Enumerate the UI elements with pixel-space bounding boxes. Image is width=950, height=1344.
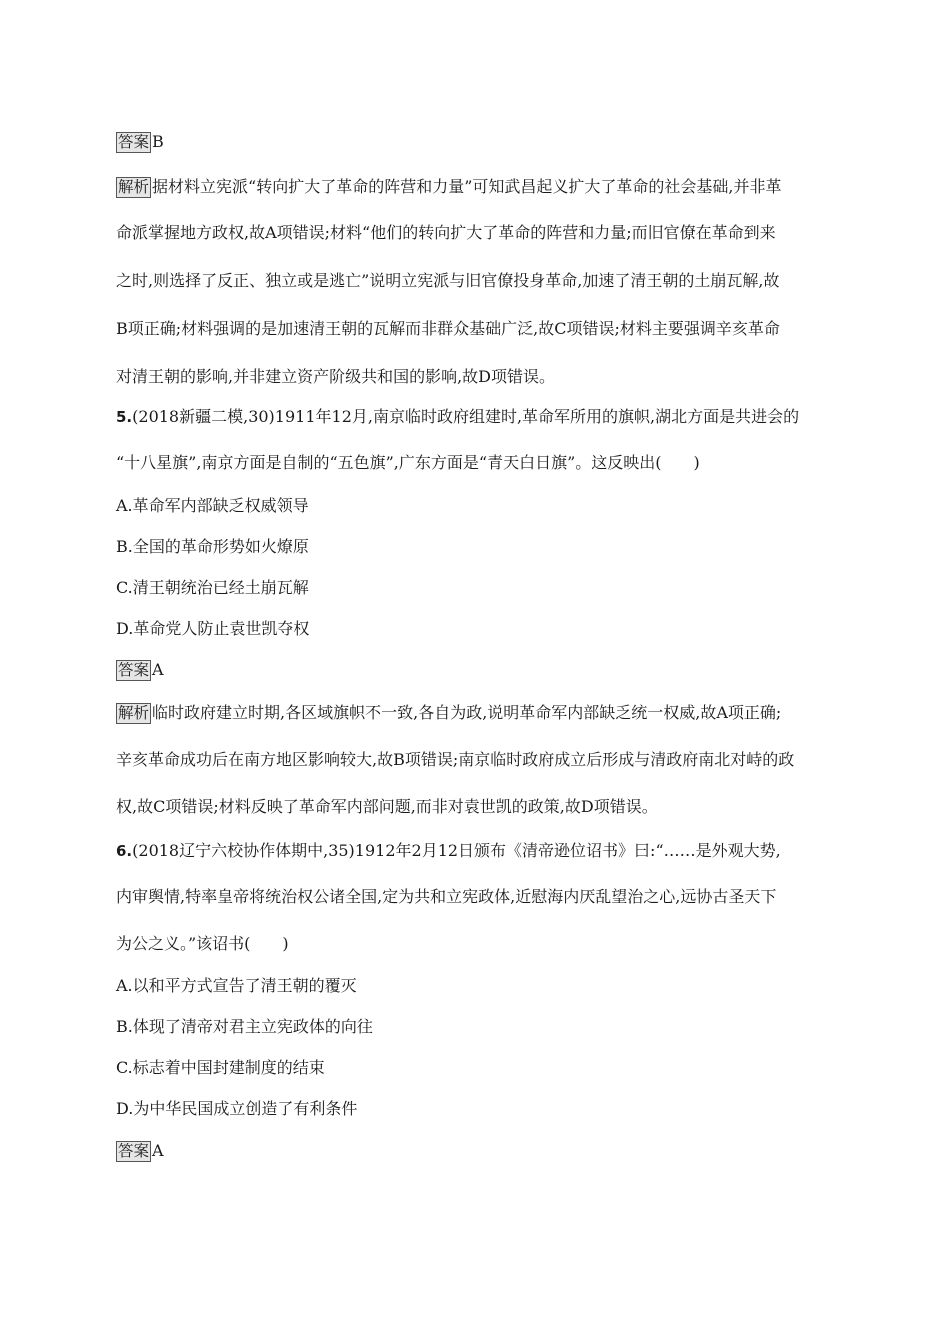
q5-option-d: D.革命党人防止袁世凯夺权: [116, 619, 310, 638]
answer-value: B: [152, 132, 164, 151]
q6-answer: [116, 1140, 836, 1162]
stem-text: (2018辽宁六校协作体期中,35)1912年2月12日颁布《清帝逊位诏书》曰:“……是外观大势,: [132, 841, 781, 860]
answer-tag: 答案: [118, 133, 150, 151]
analysis-text: 据材料立宪派“转向扩大了革命的阵营和力量”可知武昌起义扩大了革命的社会基础,并非革: [152, 177, 782, 196]
q5-stem-line-1: [116, 406, 836, 428]
q6-option-a: A.以和平方式宣告了清王朝的覆灭: [116, 976, 357, 995]
analysis-text: 临时政府建立时期,各区域旗帜不一致,各自为政,说明革命军内部缺乏统一权威,故A项正确;: [152, 703, 782, 722]
q6-stem-line-2: 内审舆情,特率皇帝将统治权公诸全国,定为共和立宪政体,近慰海内厌乱望治之心,远协古圣天下: [116, 887, 777, 906]
question-number: 6.: [116, 842, 133, 860]
q5-stem-line-2: “十八星旗”,南京方面是自制的“五色旗”,广东方面是“青天白日旗”。这反映出( ): [116, 453, 700, 472]
stem-text: (2018新疆二模,30)1911年12月,南京临时政府组建时,革命军所用的旗帜,湖北方面是共进会的: [132, 407, 800, 426]
q6-option-c: C.标志着中国封建制度的结束: [116, 1058, 325, 1077]
q6-option-b: B.体现了清帝对君主立宪政体的向往: [116, 1017, 373, 1036]
answer-value: A: [152, 660, 164, 679]
q5-analysis-line-2: 辛亥革命成功后在南方地区影响较大,故B项错误;南京临时政府成立后形成与清政府南北对峙的政: [116, 750, 795, 769]
analysis-tag: 解析: [118, 178, 150, 196]
q5-analysis-line-1: [116, 702, 836, 724]
answer-tag: 答案: [118, 661, 150, 679]
q4-answer: [116, 131, 836, 153]
answer-value: A: [152, 1141, 164, 1160]
q5-option-a: A.革命军内部缺乏权威领导: [116, 496, 309, 515]
q5-answer: [116, 659, 836, 681]
q6-option-d: D.为中华民国成立创造了有利条件: [116, 1099, 358, 1118]
analysis-tag: 解析: [118, 704, 150, 722]
q5-option-b: B.全国的革命形势如火燎原: [116, 537, 309, 556]
q4-analysis-line-5: 对清王朝的影响,并非建立资产阶级共和国的影响,故D项错误。: [116, 367, 556, 386]
q5-option-c: C.清王朝统治已经土崩瓦解: [116, 578, 309, 597]
q6-stem-line-3: 为公之义。”该诏书( ): [116, 934, 289, 953]
q4-analysis-line-2: 命派掌握地方政权,故A项错误;材料“他们的转向扩大了革命的阵营和力量;而旧官僚在革命到来: [116, 223, 776, 242]
q6-stem-line-1: [116, 840, 836, 862]
q5-analysis-line-3: 权,故C项错误;材料反映了革命军内部问题,而非对袁世凯的政策,故D项错误。: [116, 797, 658, 816]
q4-analysis-line-1: [116, 176, 836, 198]
question-number: 5.: [116, 408, 133, 426]
q4-analysis-line-3: 之时,则选择了反正、独立或是逃亡”说明立宪派与旧官僚投身革命,加速了清王朝的土崩瓦解,故: [116, 271, 780, 290]
answer-tag: 答案: [118, 1142, 150, 1160]
q4-analysis-line-4: B项正确;材料强调的是加速清王朝的瓦解而非群众基础广泛,故C项错误;材料主要强调辛亥革命: [116, 319, 780, 338]
